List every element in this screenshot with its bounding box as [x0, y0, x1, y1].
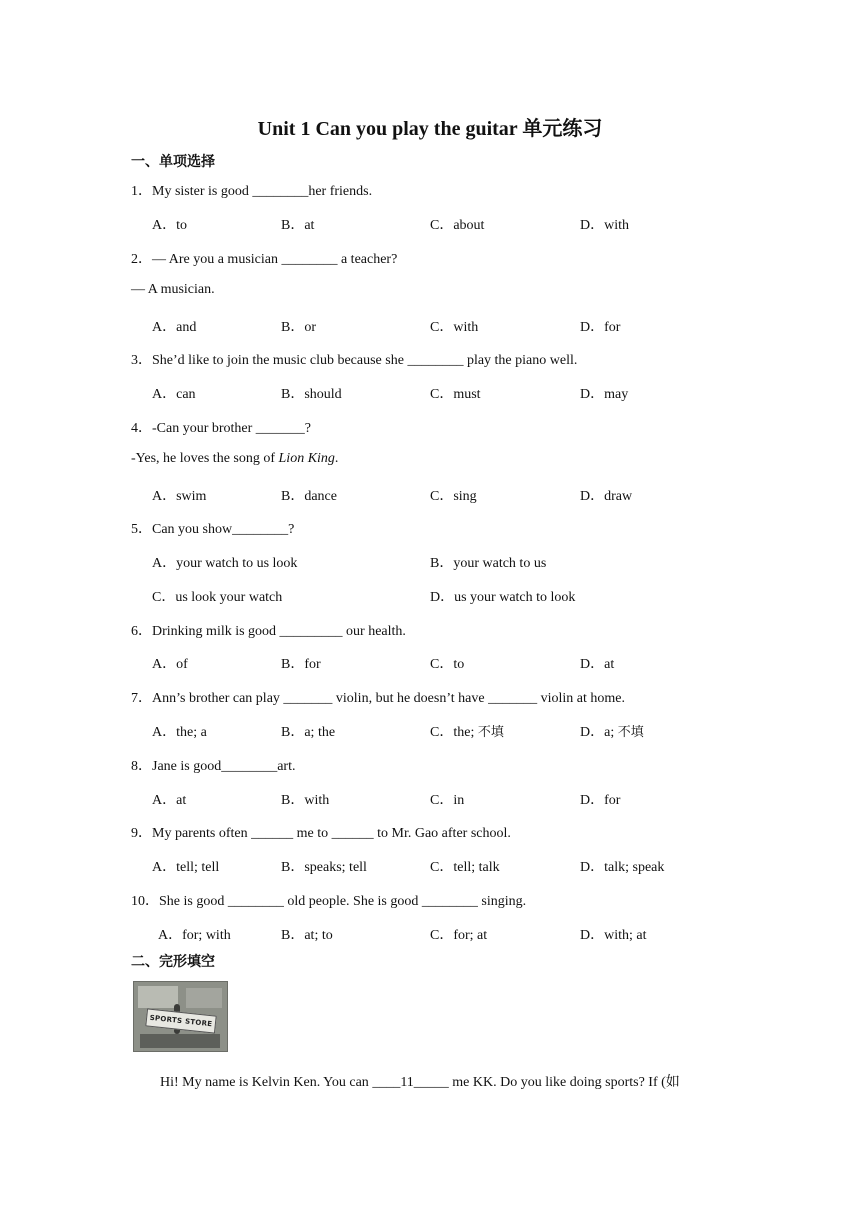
question-4-answer-line: [131, 451, 338, 467]
passage-text: Hi! My name is Kelvin Ken. You can: [160, 1075, 373, 1090]
question-4-stem: 4．-Can your brother _______?: [131, 421, 312, 436]
option-d: D．talk; speak: [580, 860, 665, 875]
option-a: A．to: [152, 218, 187, 233]
option-a: A．can: [152, 387, 196, 402]
question-2-stem: 2．— Are you a musician ________ a teacher?: [131, 252, 398, 267]
option-d: D．for: [580, 793, 621, 808]
section-heading-cloze: 二、完形填空: [131, 954, 215, 970]
question-8-stem: 8．Jane is good________art.: [131, 759, 296, 774]
option-b: B．at; to: [281, 928, 333, 943]
option-a: A．and: [152, 320, 197, 335]
photo-detail: [186, 988, 222, 1008]
option-d: D．may: [580, 387, 629, 402]
option-a: A．your watch to us look: [152, 556, 298, 571]
cloze-passage: [160, 1071, 680, 1091]
option-b: B．or: [281, 320, 316, 335]
option-b: B．speaks; tell: [281, 860, 367, 875]
blank-11: ____11_____: [372, 1075, 449, 1090]
option-c: C．sing: [430, 489, 477, 504]
option-c: C．tell; talk: [430, 860, 500, 875]
option-b: B．with: [281, 793, 330, 808]
option-c: C．us look your watch: [152, 590, 283, 605]
option-d-text: D．a;: [580, 725, 618, 740]
question-6-stem: 6．Drinking milk is good _________ our health.: [131, 624, 406, 639]
option-c: C．with: [430, 320, 479, 335]
option-c-text: C．the;: [430, 725, 478, 740]
page-title: Unit 1 Can you play the guitar 单元练习: [257, 118, 603, 140]
question-1-stem: 1．My sister is good ________her friends.: [131, 184, 373, 199]
sports-store-photo: [133, 981, 228, 1052]
option-d: D．with: [580, 218, 629, 233]
option-d: D．at: [580, 657, 615, 672]
option-c-note: 不填: [477, 725, 504, 740]
option-b: B．dance: [281, 489, 337, 504]
option-b: B．for: [281, 657, 321, 672]
question-10-stem: 10．She is good ________ old people. She is good ________ singing.: [131, 894, 527, 909]
question-5-stem: 5．Can you show________?: [131, 522, 295, 537]
question-2-answer-line: — A musician.: [131, 282, 215, 297]
option-c: C．about: [430, 218, 485, 233]
option-c: [430, 721, 504, 741]
question-7-stem: 7．Ann’s brother can play _______ violin, but he doesn’t have _______ violin at home.: [131, 691, 625, 706]
option-a: A．for; with: [158, 928, 231, 943]
section-heading-single-choice: 一、单项选择: [131, 154, 215, 170]
question-9-stem: 9．My parents often ______ me to ______ to Mr. Gao after school.: [131, 826, 511, 841]
option-d: D．draw: [580, 489, 633, 504]
period: .: [334, 451, 339, 466]
option-d: D．us your watch to look: [430, 590, 576, 605]
option-a: A．tell; tell: [152, 860, 220, 875]
option-b: B．a; the: [281, 725, 336, 740]
option-c: C．to: [430, 657, 465, 672]
option-b: B．at: [281, 218, 315, 233]
passage-text-after: me KK. Do you like doing sports? If (如: [448, 1075, 680, 1090]
option-d: D．for: [580, 320, 621, 335]
photo-detail: [140, 1034, 220, 1048]
option-d: [580, 721, 644, 741]
option-c: C．must: [430, 387, 481, 402]
question-3-stem: 3．She’d like to join the music club because she ________ play the piano well.: [131, 353, 578, 368]
answer-text: -Yes, he loves the song of: [131, 451, 279, 466]
option-b: B．your watch to us: [430, 556, 547, 571]
option-c: C．in: [430, 793, 465, 808]
option-a: A．the; a: [152, 725, 207, 740]
photo-detail: [138, 986, 178, 1008]
store-sign: SPORTS STORE: [145, 1008, 216, 1033]
option-a: A．swim: [152, 489, 207, 504]
option-d: D．with; at: [580, 928, 647, 943]
option-c: C．for; at: [430, 928, 488, 943]
option-b: B．should: [281, 387, 342, 402]
option-a: A．at: [152, 793, 187, 808]
song-title: Lion King: [278, 451, 335, 466]
option-a: A．of: [152, 657, 188, 672]
option-d-note: 不填: [617, 725, 644, 740]
